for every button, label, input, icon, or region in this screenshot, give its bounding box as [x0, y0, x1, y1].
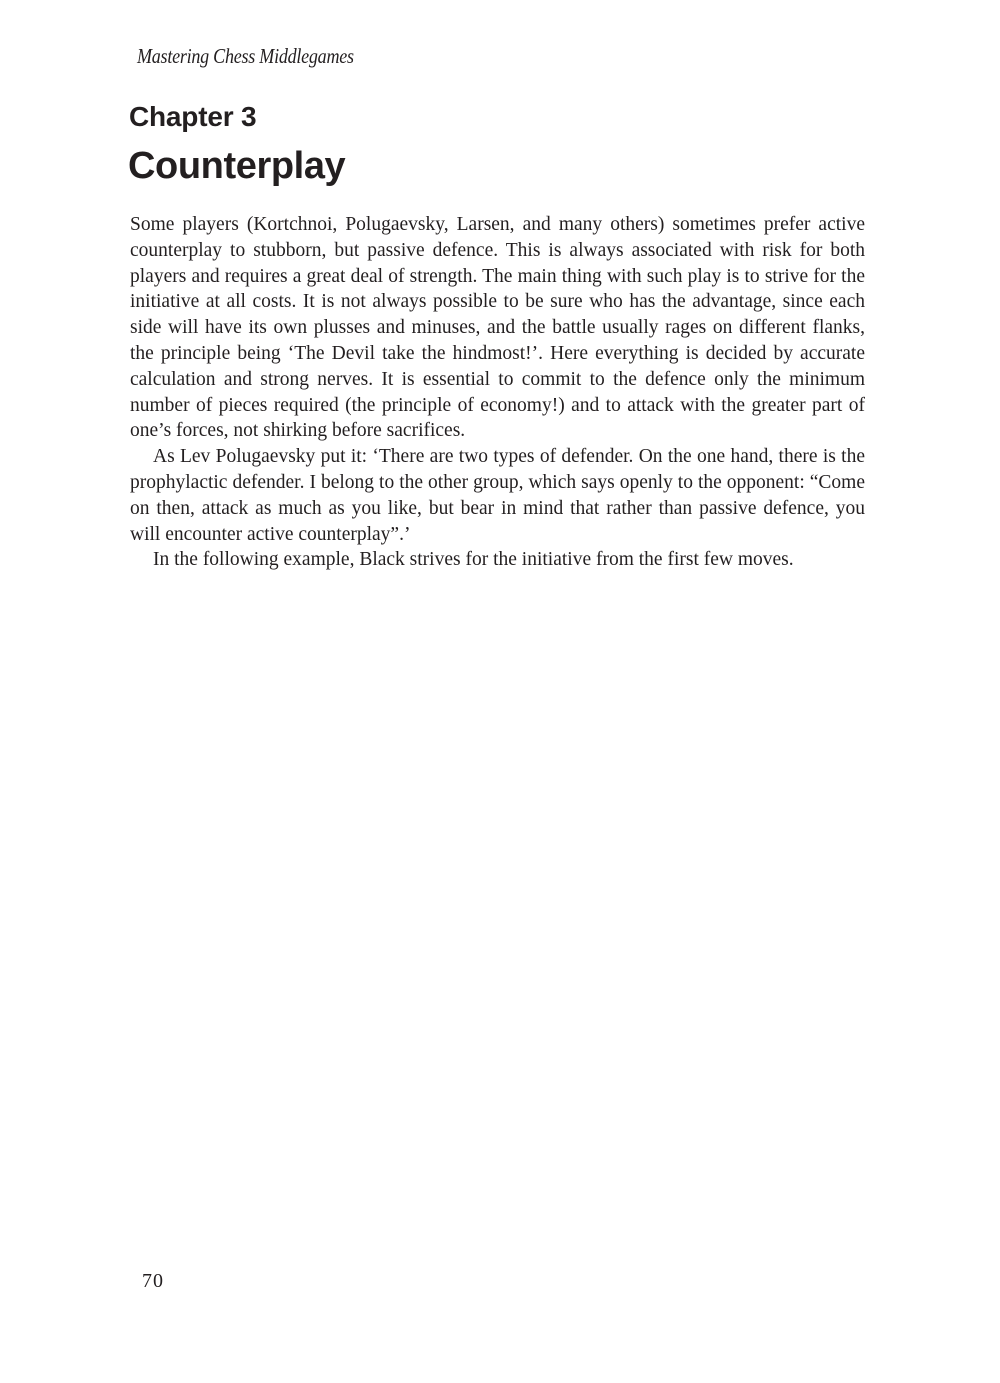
body-text: [130, 212, 865, 573]
page-number: 70: [142, 1270, 164, 1292]
running-head: Mastering Chess Middlegames: [137, 44, 354, 68]
paragraph-1: Some players (Kortchnoi, Polugaevsky, Larsen, and many others) sometimes prefer active counterplay to stubborn, but passive defence. This is always associated with risk for both players and requires a great deal of strength. The main thing with such play is to strive for the initiative at all costs. It is not always possible to be sure who has the advantage, since each side will have its own plusses and minuses, and the battle usually rages on different flanks, the principle being ‘The Devil take the hindmost!’. Here everything is decided by accurate calculation and strong nerves. It is essential to commit to the defence only the minimum number of pieces required (the principle of economy!) and to attack with the greater part of one’s forces, not shirking before sacrifices.: [130, 214, 865, 442]
paragraph-2: As Lev Polugaevsky put it: ‘There are two types of defender. On the one hand, there is the prophylactic defender. I belong to the other group, which says openly to the opponent: “Come on then, attack as much as you like, but bear in mind that rather than passive defence, you will encounter active counterplay”.’: [130, 446, 865, 545]
chapter-title: Counterplay: [128, 145, 346, 187]
paragraph-3: In the following example, Black strives for the initiative from the first few moves.: [153, 549, 794, 571]
chapter-label: Chapter 3: [129, 101, 257, 132]
